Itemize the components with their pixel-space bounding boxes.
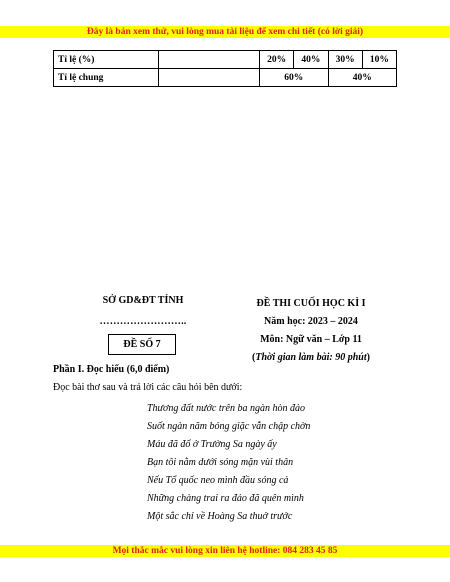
duration: (Thời gian làm bài: 90 phút) xyxy=(252,352,370,363)
department-header xyxy=(73,295,213,327)
empty-cell xyxy=(159,69,260,87)
subject: Môn: Ngữ văn – Lớp 11 xyxy=(260,334,362,345)
row-label: Tỉ lệ (%) xyxy=(54,51,159,69)
preview-banner-text: Đây là bản xem thử, vui lòng mua tài liệu để xem chi tiết (có lời giải) xyxy=(86,27,364,37)
poem-line: Một sắc chỉ về Hoàng Sa thuở trước xyxy=(147,511,293,522)
table-cell: 20% xyxy=(260,51,294,69)
table-cell: 60% xyxy=(260,69,329,87)
instruction-text: Đọc bài thơ sau và trả lời các câu hỏi bên dưới: xyxy=(53,382,243,393)
department-name: SỞ GD&ĐT TỈNH xyxy=(102,295,184,306)
table-cell: 40% xyxy=(328,69,397,87)
table-cell: 40% xyxy=(294,51,328,69)
preview-banner xyxy=(0,26,450,38)
duration-text: Thời gian làm bài: 90 phút xyxy=(255,352,367,363)
poem-line: Suốt ngàn năm bóng giặc vẫn chập chờn xyxy=(147,421,311,432)
empty-cell xyxy=(159,51,260,69)
table-cell: 10% xyxy=(362,51,396,69)
hotline-banner-text: Mọi thắc mắc vui lòng xin liên hệ hotline: 084 283 45 85 xyxy=(112,546,338,556)
department-dots: …………………….. xyxy=(99,316,187,327)
hotline-banner xyxy=(0,545,450,557)
poem-line: Bạn tôi nằm dưới sóng mặn vùi thân xyxy=(147,457,294,468)
poem-line: Những chàng trai ra đảo đã quên mình xyxy=(147,493,304,504)
table-row xyxy=(54,51,397,69)
table-row xyxy=(54,69,397,87)
poem-line: Thương đất nước trên ba ngàn hòn đảo xyxy=(147,403,305,414)
exam-title: ĐỀ THI CUỐI HỌC KÌ I xyxy=(256,298,366,309)
ratio-table xyxy=(53,50,397,87)
exam-header xyxy=(228,295,394,367)
section-title: Phần I. Đọc hiểu (6,0 điểm) xyxy=(53,364,170,375)
poem-line: Máu đã đổ ở Trường Sa ngày ấy xyxy=(147,439,277,450)
poem xyxy=(147,400,310,526)
school-year: Năm học: 2023 – 2024 xyxy=(264,316,358,327)
row-label: Tỉ lệ chung xyxy=(54,69,159,87)
poem-line: Nếu Tổ quốc neo mình đầu sóng cả xyxy=(147,475,289,486)
exam-number-box: ĐỀ SỐ 7 xyxy=(108,334,176,355)
table-cell: 30% xyxy=(328,51,362,69)
